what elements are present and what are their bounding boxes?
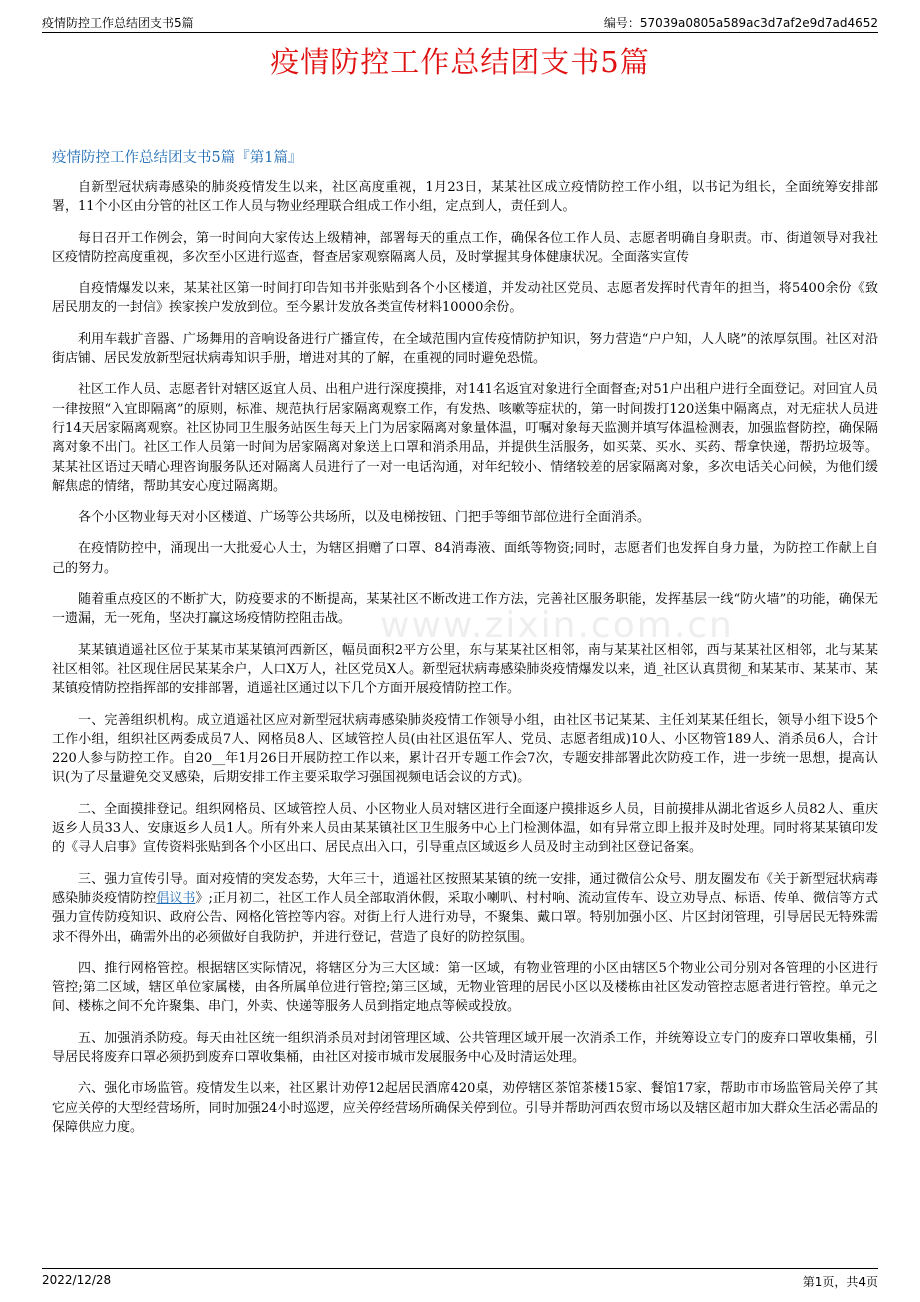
header-doc-name: 疫情防控工作总结团支书5篇 xyxy=(42,16,194,30)
paragraph: 某某镇逍遥社区位于某某市某某镇河西新区，幅员面积2平方公里，东与某某社区相邻，南与某某社区相邻，西与某某社区相邻，北与某某社区相邻。社区现住居民某某余户，人口X万人，社区党员X人。新型冠状病毒感染肺炎疫情爆发以来，逍_社区认真贯彻_和某某市、某某市、某某镇疫情防控指挥部的安排部署，逍遥社区通过以下几个方面开展疫情防控工作。 xyxy=(52,642,878,697)
section-title: 疫情防控工作总结团支书5篇『第1篇』 xyxy=(52,150,303,166)
page-number: 第1页，共4页 xyxy=(802,1275,878,1289)
paragraph: 社区工作人员、志愿者针对辖区返宜人员、出租户进行深度摸排，对141名返宜对象进行全面督查;对51户出租户进行全面登记。对回宜人员一律按照“入宜即隔离”的原则，标准、规范执行居家隔离观察工作，有发热、咳嗽等症状的，第一时间拨打120送集中隔离点，对无症状人员进行14天居家隔离观察。社区协同卫生服务站医生每天上门为居家隔离对象量体温，叮嘱对象每天监测并填写体温检测表，加强监督防控，确保隔离对象不出门。社区工作人员第一时间为居家隔离对象送上口罩和消杀用品，并提供生活服务，如买菜、买水、买药、帮拿快递，帮扔垃圾等。某某社区语过天晴心理咨询服务队还对隔离人员进行了一对一电话沟通，对年纪较小、情绪较差的居家隔离对象，多次电话关心问候，为他们缓解焦虑的情绪，帮助其安心度过隔离期。 xyxy=(52,382,878,494)
paragraph: 在疫情防控中，涌现出一大批爱心人士，为辖区捐赠了口罩、84消毒液、面纸等物资;同时，志愿者们也发挥自身力量，为防控工作献上自己的努力。 xyxy=(52,541,878,576)
paragraph-text: 》;正月初二，社区工作人员全部取消休假，采取小喇叭、村村响、流动宣传车、设立劝导点、标语、传单、微信等方式强力宣传防疫知识、政府公告、网格化管控等内容。对街上行人进行劝导，不聚集、戴口罩。特别加强小区、片区封闭管理，引导居民无特殊需求不得外出，确需外出的必须做好自我防护，并进行登记，营造了良好的防控氛围。 xyxy=(52,890,878,945)
paragraph: 四、推行网格管控。根据辖区实际情况，将辖区分为三大区域：第一区域，有物业管理的小区由辖区5个物业公司分别对各管理的小区进行管控;第二区域，辖区单位家属楼，由各所属单位进行管控;第三区域，无物业管理的居民小区以及楼栋由社区发动管控志愿者进行管控。单元之间、楼栋之间不允许聚集、串门，外卖、快递等服务人员到指定地点等候或投放。 xyxy=(52,960,878,1015)
paragraph: 随着重点疫区的不断扩大，防疫要求的不断提高，某某社区不断改进工作方法，完善社区服务职能，发挥基层一线“防火墙”的功能，确保无一遗漏，无一死角，坚决打赢这场疫情防控阻击战。 xyxy=(52,592,878,627)
proposal-link[interactable]: 倡议书 xyxy=(156,890,196,906)
paragraph: 五、加强消杀防疫。每天由社区统一组织消杀员对封闭管理区域、公共管理区域开展一次消杀工作，并统筹设立专门的废弃口罩收集桶，引导居民将废弃口罩必须扔到废弃口罩收集桶，由社区对接市城市发展服务中心及时清运处理。 xyxy=(52,1030,878,1065)
watermark: www.zixin.com.cn xyxy=(380,605,734,646)
document-body xyxy=(52,178,878,1149)
paragraph: 利用车载扩音器、广场舞用的音响设备进行广播宣传，在全域范围内宣传疫情防护知识，努力营造“户户知，人人晓”的浓厚氛围。社区对沿街店铺、居民发放新型冠状病毒知识手册，增进对其的了解，在重视的同时避免恐慌。 xyxy=(52,331,878,367)
page-header xyxy=(42,12,878,33)
paragraph: 六、强化市场监管。疫情发生以来，社区累计劝停12起居民酒席420桌，劝停辖区茶馆茶楼15家、餐馆17家，帮助市市场监管局关停了其它应关停的大型经营场所，同时加强24小时巡逻，应关停经营场所确保关停到位。引导并帮助河西农贸市场以及辖区超市加大群众生活必需品的保障供应力度。 xyxy=(52,1081,878,1135)
paragraph: 一、完善组织机构。成立逍遥社区应对新型冠状病毒感染肺炎疫情工作领导小组，由社区书记某某、主任刘某某任组长，领导小组下设5个工作小组，组织社区两委成员7人、网格员8人、区域管控人员(由社区退伍军人、党员、志愿者组成)10人、小区物管189人、消杀员6人，合计220人参与防控工作。自20__年1月26日开展防控工作以来，累计召开专题工作会7次，专题安排部署此次防疫工作，进一步统一思想，提高认识(为了尽量避免交叉感染，后期安排工作主要采取学习强国视频电话会议的方式)。 xyxy=(52,712,878,786)
paragraph: 各个小区物业每天对小区楼道、广场等公共场所，以及电梯按钮、门把手等细节部位进行全面消杀。 xyxy=(78,510,651,526)
paragraph: 二、全面摸排登记。组织网格员、区域管控人员、小区物业人员对辖区进行全面逐户摸排返乡人员，目前摸排从湖北省返乡人员82人、重庆返乡人员33人、安康返乡人员1人。所有外来人员由某某镇社区卫生服务中心上门检测体温，如有异常立即上报并及时处理。同时将某某镇印发的《寻人启事》宣传资料张贴到各个小区出口、居民点出入口，引导重点区域返乡人员及时主动到社区登记备案。 xyxy=(52,801,878,856)
paragraph-text: 三、强力宣传引导。面对疫情的突发态势，大年三十，逍遥社区按照某某镇的统一安排，通过微信公众号、朋友圈发布《关于新型冠状病毒感染肺炎疫情防控 xyxy=(52,871,878,906)
paragraph: 每日召开工作例会，第一时间向大家传达上级精神，部署每天的重点工作，确保各位工作人员、志愿者明确自身职责。市、街道领导对我社区疫情防控高度重视，多次至小区进行巡查，督查居家观察隔离人员，及时掌握其身体健康状况。全面落实宣传 xyxy=(52,230,878,265)
footer-date: 2022/12/28 xyxy=(42,1273,112,1287)
paragraph: 自疫情爆发以来，某某社区第一时间打印告知书并张贴到各个小区楼道，并发动社区党员、志愿者发挥时代青年的担当，将5400余份《致居民朋友的一封信》挨家挨户发放到位。至今累计发放各类宣传材料10000余份。 xyxy=(52,281,878,316)
header-doc-number: 编号：57039a0805a589ac3d7af2e9d7ad4652 xyxy=(603,16,878,30)
paragraph: 自新型冠状病毒感染的肺炎疫情发生以来，社区高度重视，1月23日，某某社区成立疫情防控工作小组，以书记为组长，全面统筹安排部署，11个小区由分管的社区工作人员与物业经理联合组成工作小组，定点到人，责任到人。 xyxy=(52,180,878,215)
page-footer xyxy=(42,1268,878,1287)
document-title: 疫情防控工作总结团支书5篇 xyxy=(270,45,650,79)
paragraph-propaganda xyxy=(52,870,878,947)
